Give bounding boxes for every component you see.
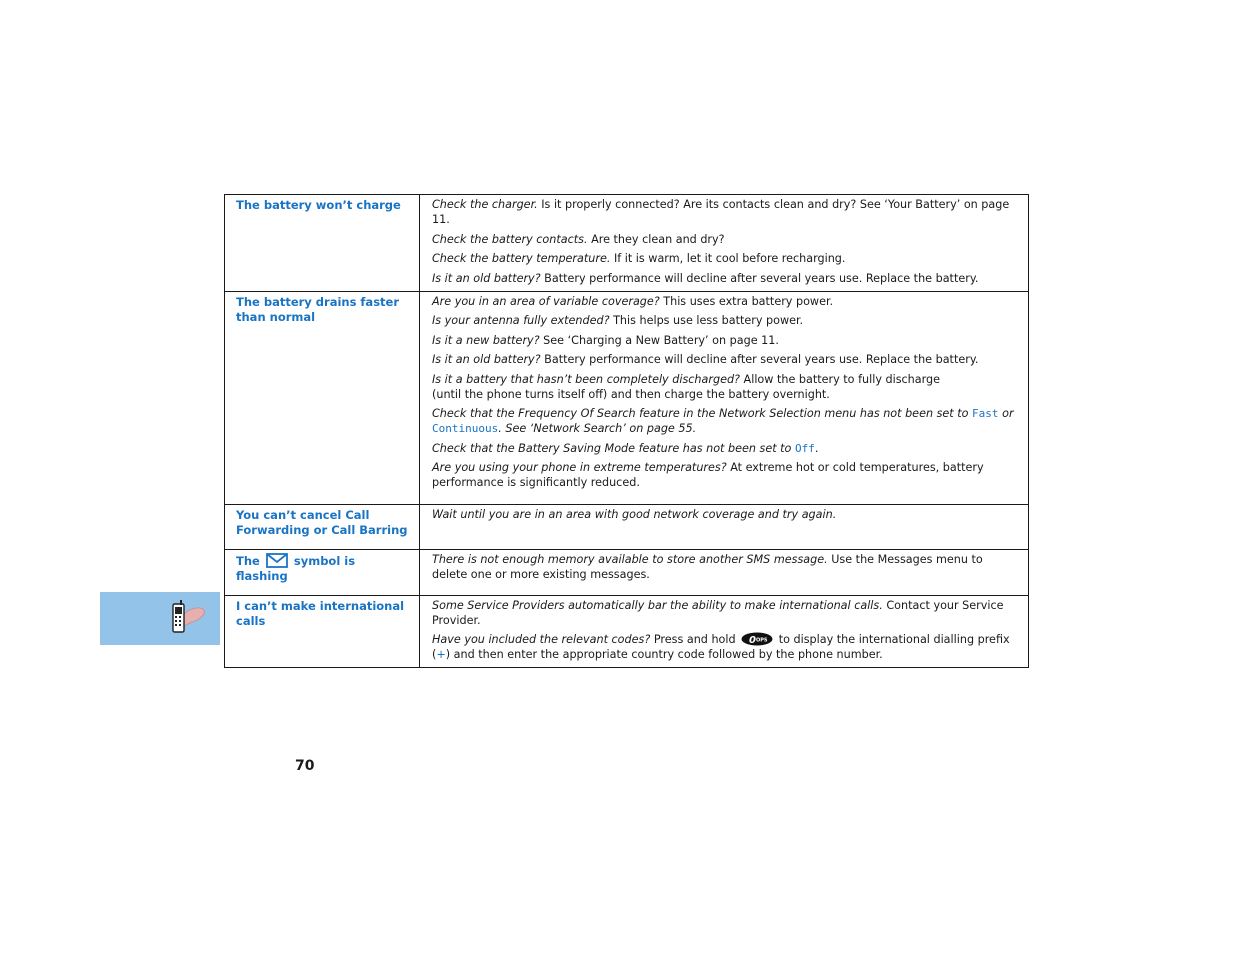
solution-item: Check the charger. Is it properly connected? Are its contacts clean and dry? See ‘Your Battery’ on page 11.	[432, 198, 1010, 226]
problem-title: You can’t cancel Call Forwarding or Call Barring	[236, 507, 408, 537]
solution-item: Is your antenna fully extended? This helps use less battery power.	[432, 314, 804, 327]
solution-item: Is it an old battery? Battery performance will decline after several years use. Replace the battery.	[432, 271, 979, 285]
problem-title: The battery drains faster than normal	[236, 294, 400, 324]
solution-item: Check the battery contacts. Are they clean and dry?	[432, 232, 725, 246]
side-tab	[100, 592, 220, 645]
svg-text:0: 0	[749, 635, 757, 646]
envelope-icon	[266, 553, 288, 568]
solution-item: Check that the Frequency Of Search feature in the Network Selection menu has not been set to Fast or Continuous. See ‘Network Search’ on page 55.	[432, 407, 1014, 435]
solution-item: Check that the Battery Saving Mode feature has not been set to Off.	[432, 441, 819, 455]
page-number: 70	[295, 758, 315, 774]
table-row	[225, 195, 1029, 292]
problem-title: The battery won’t charge	[236, 198, 401, 212]
problem-title: The symbol is flashing	[236, 553, 356, 583]
table-row	[225, 504, 1029, 549]
solution-item: Are you in an area of variable coverage? This uses extra battery power.	[432, 294, 834, 308]
solution-item: Is it a new battery? See ‘Charging a New Battery’ on page 11.	[432, 333, 779, 347]
phone-troubleshooting-icon	[170, 598, 210, 638]
solution-item: Wait until you are in an area with good network coverage and try again.	[432, 507, 837, 521]
solution-item: Some Service Providers automatically bar the ability to make international calls. Contact your Service Provider.	[432, 598, 1004, 627]
troubleshooting-table	[224, 194, 1029, 668]
svg-text:OPS: OPS	[756, 637, 768, 644]
solution-item: Is it a battery that hasn’t been completely discharged? Allow the battery to fully discharge (until the phone turns itself off) and then charge the battery overnight.	[432, 372, 941, 401]
lcd-text: Fast	[972, 407, 999, 420]
lcd-text: Continuous	[432, 422, 499, 435]
solution-item: Is it an old battery? Battery performance will decline after several years use. Replace the battery.	[432, 353, 979, 366]
solution-item: Are you using your phone in extreme temperatures? At extreme hot or cold temperatures, battery performance is significantly reduced.	[432, 461, 984, 489]
problem-title: I can’t make international calls	[236, 598, 405, 628]
table-row	[225, 549, 1029, 595]
table-row	[225, 291, 1029, 504]
zero-key-icon	[741, 632, 773, 646]
solution-item: There is not enough memory available to store another SMS message. Use the Messages menu to delete one or more existing messages.	[432, 552, 983, 581]
plus-symbol: +	[436, 648, 446, 661]
table-row	[225, 595, 1029, 668]
lcd-text: Off	[794, 441, 815, 455]
solution-item: Check the battery temperature. If it is warm, let it cool before recharging.	[432, 252, 846, 265]
solution-item: Have you included the relevant codes? Press and hold 0 OPS to display the international dialling prefix (+) and then enter the appropriate country code followed by the phone number.	[432, 633, 1010, 661]
